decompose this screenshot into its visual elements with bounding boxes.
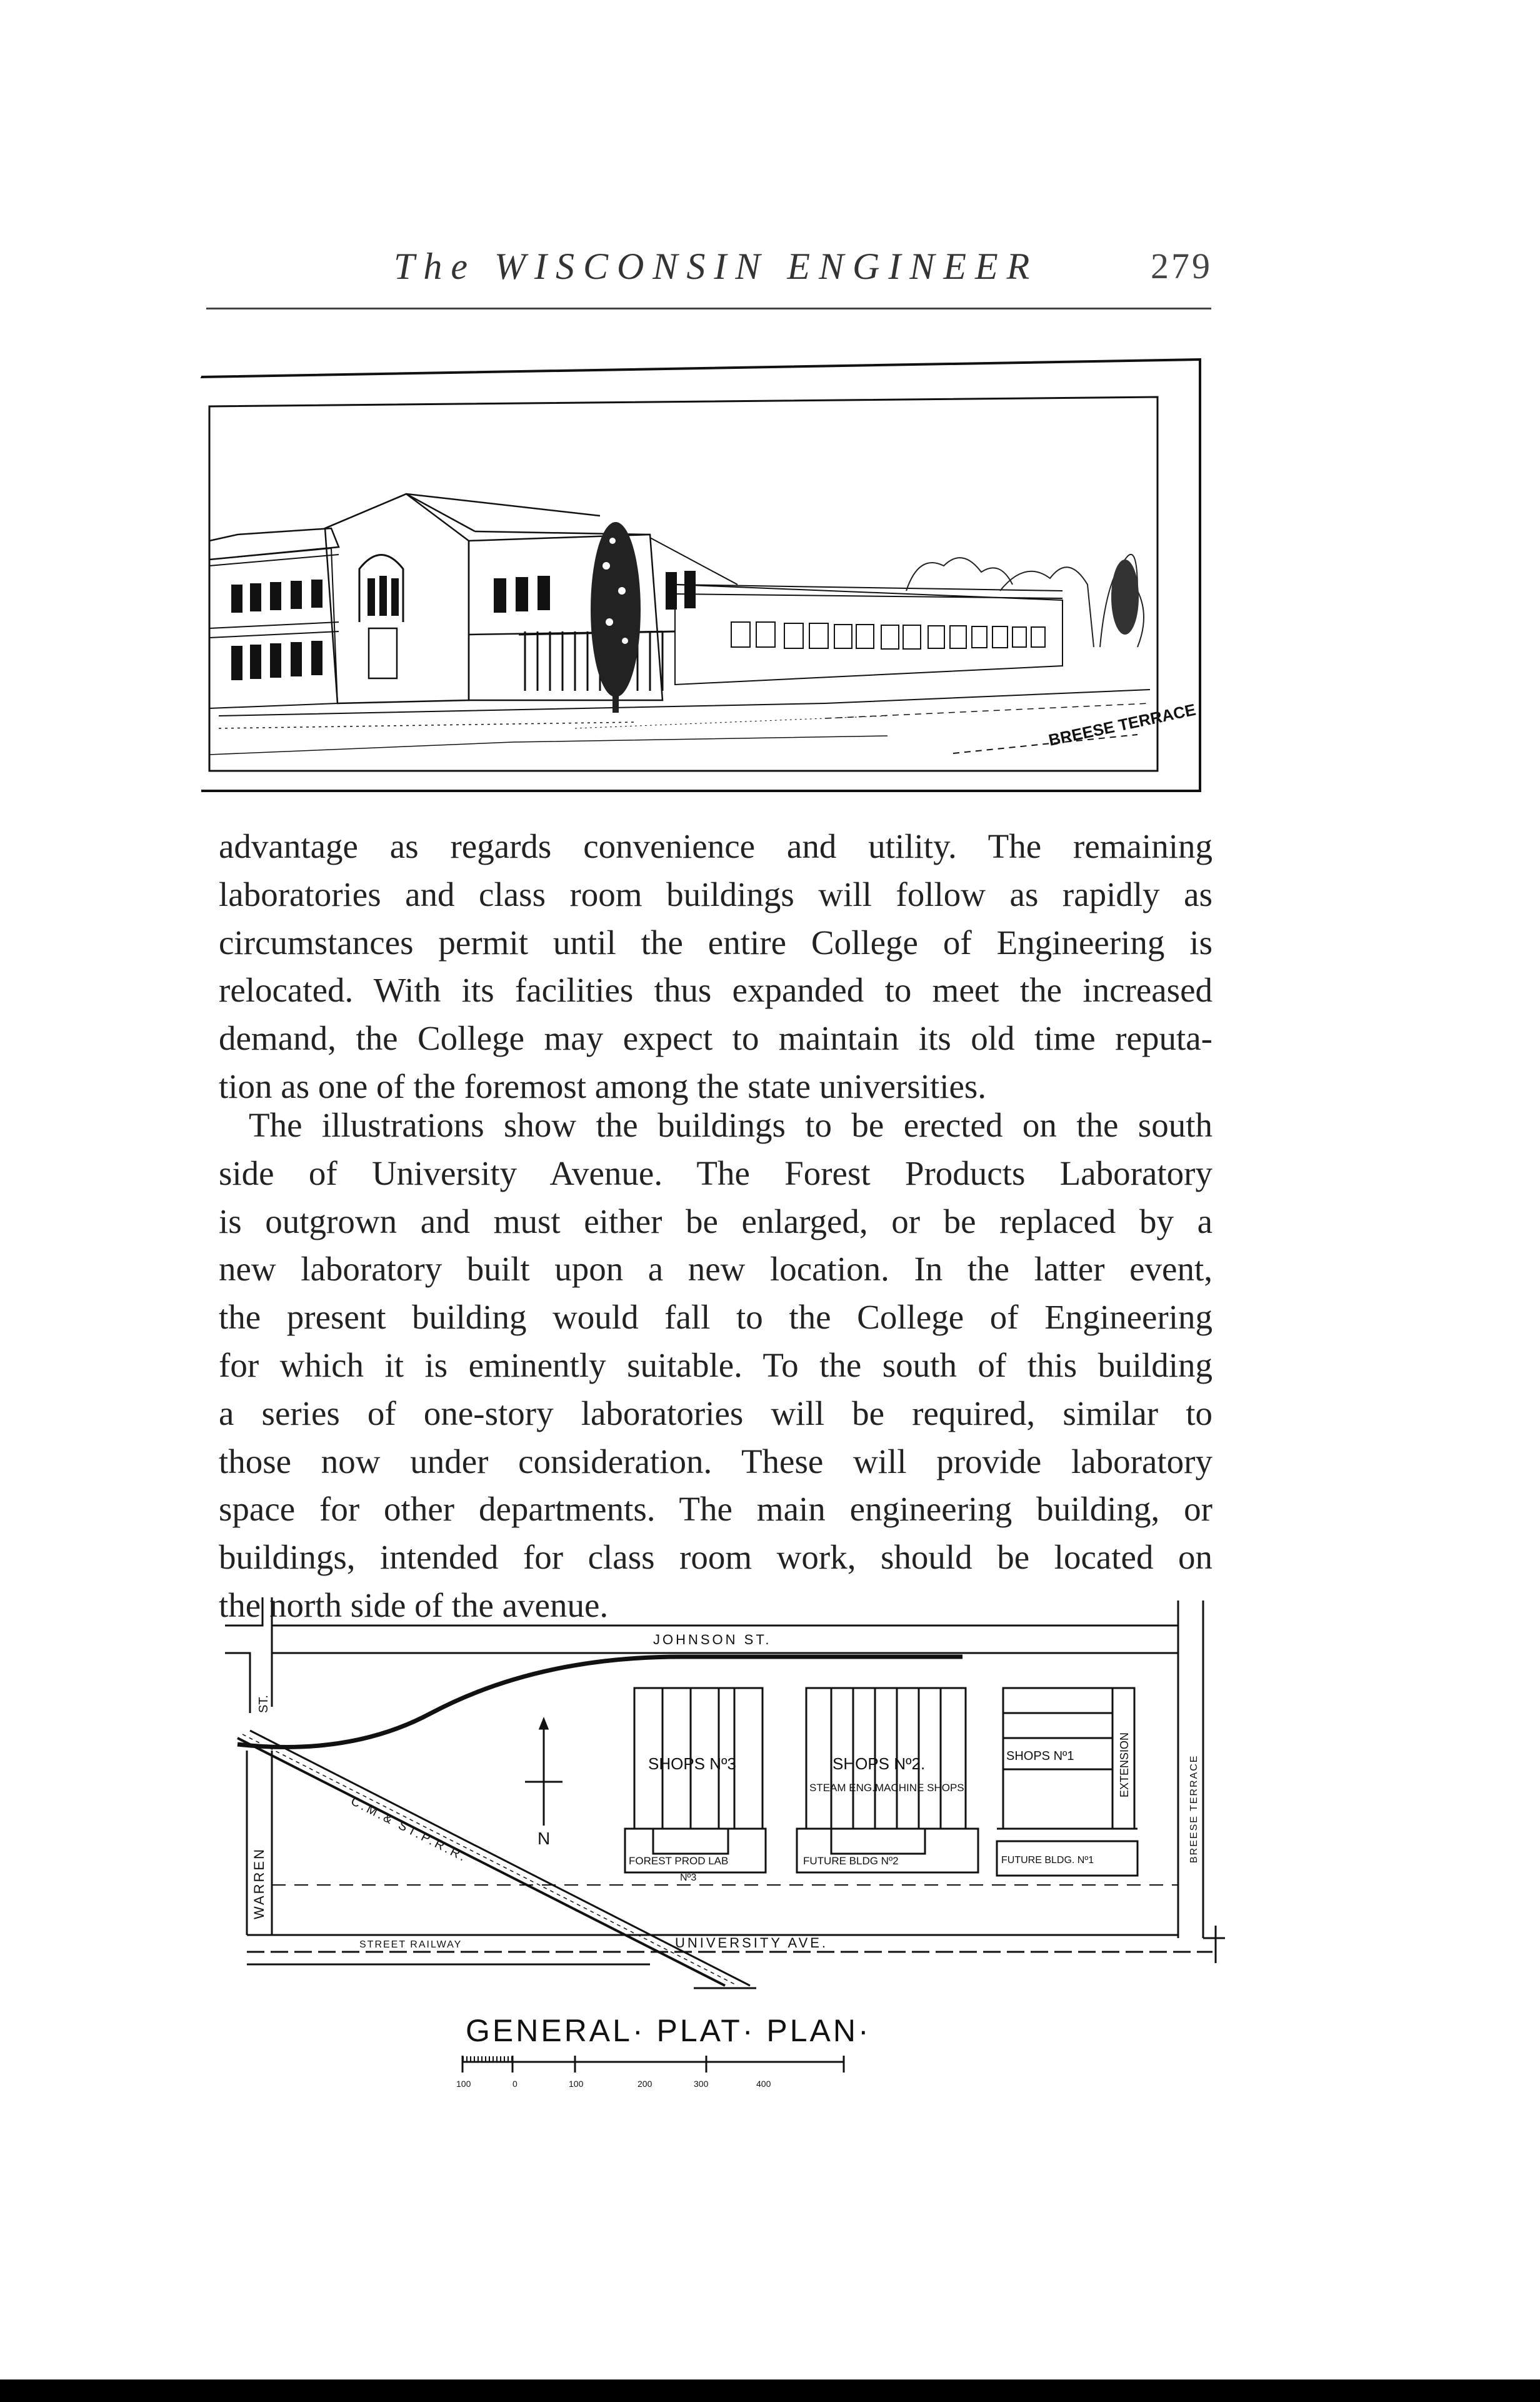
text-line: buildings, intended for class room work, should be located on	[219, 1538, 1212, 1577]
machine-shops-label: MACHINE SHOPS.	[875, 1782, 968, 1794]
scale-label: 200	[638, 2079, 652, 2089]
railroad-label: C.M.& ST.P.R.R.	[348, 1794, 470, 1866]
scale-label: 100	[456, 2079, 471, 2089]
plan-title: GENERAL· PLAT· PLAN·	[466, 2013, 871, 2048]
street-railway-label: STREET RAILWAY	[359, 1939, 462, 1950]
north-label: N	[538, 1829, 551, 1848]
scan-edge	[0, 2379, 1540, 2402]
text-line: laboratories and class room buildings will follow as rapidly as	[219, 875, 1212, 913]
university-ave-label: UNIVERSITY AVE.	[675, 1935, 829, 1951]
paragraph-1	[219, 823, 1212, 1111]
forest-prod-lab-number: Nº3	[680, 1872, 697, 1883]
general-plat-plan	[212, 1588, 1238, 2107]
text-line: new laboratory built upon a new location. In the latter event,	[219, 1250, 1212, 1289]
warren-st-suffix: ST.	[257, 1695, 271, 1713]
text-line: space for other departments. The main engineering building, or	[219, 1490, 1212, 1529]
text-line: is outgrown and must either be enlarged, or be replaced by a	[219, 1202, 1212, 1240]
text-line: advantage as regards convenience and utility. The remaining	[219, 827, 1212, 865]
header-rule	[206, 308, 1211, 309]
shops-3-label: SHOPS Nº3	[648, 1754, 736, 1773]
scale-label: 300	[694, 2079, 709, 2089]
extension-label: EXTENSION	[1118, 1732, 1131, 1797]
shops-1-label: SHOPS Nº1	[1006, 1749, 1074, 1763]
scale-label: 0	[512, 2079, 518, 2089]
text-line: for which it is eminently suitable. To the south of this building	[219, 1345, 1212, 1384]
page-number: 279	[1151, 246, 1212, 286]
breese-terrace-label: BREESE TERRACE	[1189, 1754, 1199, 1863]
street-label: BREESE TERRACE	[1047, 700, 1198, 750]
text-line: the present building would fall to the College of Engineering	[219, 1298, 1212, 1337]
text-line: relocated. With its facilities thus expanded to meet the increased	[219, 971, 1212, 1010]
journal-title: The WISCONSIN ENGINEER	[394, 246, 1039, 287]
scale-label: 400	[756, 2079, 771, 2089]
text-line: a series of one-story laboratories will be required, similar to	[219, 1394, 1212, 1432]
text-line: The illustrations show the buildings to be erected on the south	[249, 1106, 1212, 1144]
text-line: side of University Avenue. The Forest Products Laboratory	[219, 1153, 1212, 1192]
scale-label: 100	[569, 2079, 584, 2089]
johnson-st-label: JOHNSON ST.	[653, 1632, 772, 1647]
text-line: the north side of the avenue.	[219, 1585, 609, 1624]
running-header	[212, 245, 1212, 301]
text-line: those now under consideration. These will provide laboratory	[219, 1442, 1212, 1480]
shops-2-label: SHOPS Nº2.	[832, 1754, 926, 1773]
steam-eng-label: STEAM ENG.	[809, 1782, 875, 1794]
text-line: circumstances permit until the entire College of Engineering is	[219, 923, 1212, 962]
future-bldg-1-label: FUTURE BLDG. Nº1	[1001, 1855, 1094, 1866]
text-line: tion as one of the foremost among the state universities.	[219, 1067, 987, 1105]
building-illustration	[200, 353, 1206, 797]
warren-st-label: WARREN	[251, 1847, 267, 1919]
future-bldg-2-label: FUTURE BLDG Nº2	[803, 1855, 899, 1867]
forest-prod-lab-label: FOREST PROD LAB	[629, 1855, 729, 1867]
text-line: demand, the College may expect to maintain its old time reputa-	[219, 1019, 1212, 1058]
paragraph-2	[219, 1102, 1212, 1630]
